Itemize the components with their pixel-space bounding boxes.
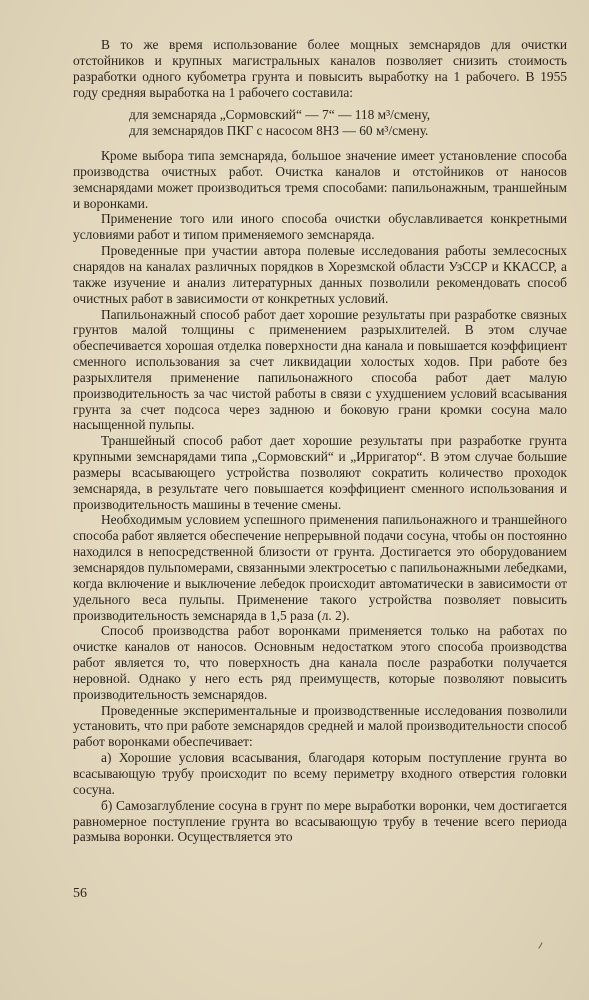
paragraph: В то же время использование более мощных земснарядов для очистки отстойников и крупных магистральных каналов позволяет снизить стоимость разработки одного кубометра грунта и повысить выработку на 1 рабочего. В 1955 году средняя выработка на 1 рабочего составила: [73,37,567,100]
page-number: 56 [73,886,87,901]
paper-speck [538,942,542,949]
rate-line: для земснарядов ПКГ с насосом 8НЗ — 60 м³/смену. [129,123,429,139]
rate-line: для земснаряда „Сормовский“ — 7“ — 118 м³/смену, [129,107,431,123]
paragraph: Способ производства работ воронками применяется только на работах по очистке каналов от наносов. Основным недостатком этого способа производства работ является то, что поверхность дна канала после разработки получается неровной. Однако у него есть ряд преимуществ, которые позволяют повысить производительность земснарядов. [73,623,567,702]
paragraph: Траншейный способ работ дает хорошие результаты при разработке грунта крупными земснарядами типа „Сормовский“ и „Ирригатор“. В этом случае большие размеры всасывающего устройства позволяют сократить количество проходок земснаряда, в результате чего повышается коэффициент сменного использования и производительность машины в течение смены. [73,433,567,512]
page-text [73,37,567,845]
paragraph: Применение того или иного способа очистки обуславливается конкретными условиями работ и типом применяемого земснаряда. [73,211,567,243]
paragraph: Папильонажный способ работ дает хорошие результаты при разработке связных грунтов малой толщины с применением разрыхлителей. В этом случае обеспечивается хорошая отделка поверхности дна канала и повышается коэффициент сменного использования за счет ликвидации холостых ходов. При работе без разрыхлителя применение папильонажного способа работ дает малую производительность за час чистой работы в связи с ухудшением условий всасывания грунта за счет подсоса через заднюю и боковую грани кромки сосуна мало насыщенной пульпы. [73,306,567,433]
paragraph: Проведенные экспериментальные и производственные исследования позволили установить, что при работе земснарядов средней и малой производительности способ работ воронками обеспечивает: [73,702,567,750]
paragraph: Необходимым условием успешного применения папильонажного и траншейного способа работ является обеспечение непрерывной подачи сосуна, чтобы он постоянно находился в непосредственной близости от грунта. Достигается это оборудованием земснарядов пульпомерами, связанными электросетью с папильонажными лебедками, когда включение и выключение лебедок происходит автоматически в зависимости от удельного веса пульпы. Применение такого устройства позволяет повысить производительность земснаряда в 1,5 раза (л. 2). [73,512,567,623]
list-item: б) Самозаглубление сосуна в грунт по мере выработки воронки, чем достигается равномерное поступление грунта во всасывающую трубу в течение всего периода размыва воронки. Осуществляется это [73,797,567,845]
paragraph: Кроме выбора типа земснаряда, большое значение имеет установление способа производства очистных работ. Очистка каналов и отстойников от наносов земснарядами может производиться тремя способами: папильонажным, траншейным и воронками. [73,148,567,211]
output-rates [129,107,567,139]
paragraph: Проведенные при участии автора полевые исследования работы землесосных снарядов на каналах различных порядков в Хорезмской области УзССР и ККАССР, а также изучение и анализ литературных данных позволили рекомендовать способ очистных работ в зависимости от конкретных условий. [73,243,567,306]
list-item: а) Хорошие условия всасывания, благодаря которым поступление грунта во всасывающую трубу происходит по всему периметру входного отверстия головки сосуна. [73,750,567,797]
